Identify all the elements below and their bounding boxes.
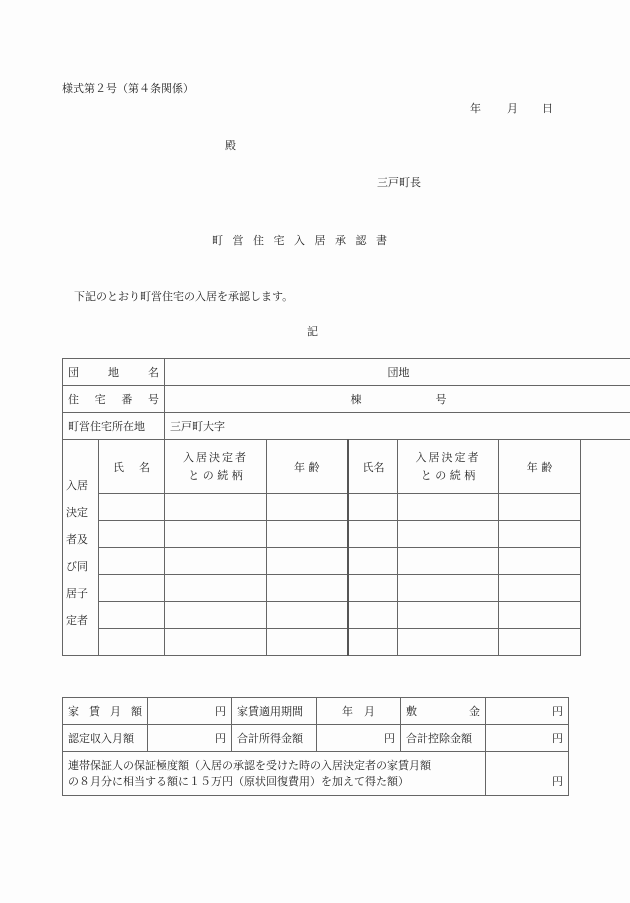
- date-year-label: 年: [470, 102, 481, 115]
- occupant-row: [63, 494, 630, 521]
- ki-label: 記: [307, 325, 318, 338]
- occupant-relation-field[interactable]: [165, 602, 267, 629]
- guarantee-limit-field[interactable]: 円: [486, 752, 569, 796]
- guarantee-row: [63, 752, 569, 796]
- certified-income-field[interactable]: 円: [148, 725, 232, 752]
- occupant-relation-field[interactable]: [165, 521, 267, 548]
- occupants-side-label: 入居 決定 者及 び同 居子 定者: [63, 440, 99, 656]
- deposit-field[interactable]: 円: [486, 698, 569, 725]
- rent-period-field[interactable]: 年 月: [317, 698, 401, 725]
- occupant-name-field[interactable]: [348, 575, 398, 602]
- occupant-relation-field[interactable]: [398, 629, 499, 656]
- rent-row: [63, 698, 569, 725]
- address-row: [63, 413, 630, 440]
- document-title: 町 営 住 宅 入 居 承 認 書: [212, 234, 390, 247]
- housing-number-row: [63, 386, 630, 413]
- housing-number-field[interactable]: [165, 386, 630, 413]
- occupant-relation-field[interactable]: [398, 575, 499, 602]
- age-header-left: 年 齢: [267, 440, 348, 494]
- occupant-name-field[interactable]: [99, 629, 165, 656]
- occupant-name-field[interactable]: [99, 494, 165, 521]
- occupant-age-field[interactable]: [499, 575, 581, 602]
- guarantee-limit-label: 連帯保証人の保証極度額（入居の承認を受けた時の入居決定者の家賃月額 の８月分に相当する額に１５万円（原状回復費用）を加えて得た額）: [63, 752, 486, 796]
- occupant-name-field[interactable]: [99, 548, 165, 575]
- occupant-relation-field[interactable]: [165, 575, 267, 602]
- name-header-left: 氏 名: [99, 440, 165, 494]
- occupant-relation-field[interactable]: [165, 629, 267, 656]
- occupant-relation-field[interactable]: [165, 494, 267, 521]
- occupant-row: [63, 575, 630, 602]
- occupant-name-field[interactable]: [99, 521, 165, 548]
- occupant-age-field[interactable]: [499, 521, 581, 548]
- address-field[interactable]: 三戸町大字: [165, 413, 630, 440]
- occupant-age-field[interactable]: [267, 494, 348, 521]
- occupant-age-field[interactable]: [267, 521, 348, 548]
- occupant-age-field[interactable]: [499, 602, 581, 629]
- room-number-unit-label: 号: [435, 393, 447, 406]
- form-number: 様式第２号（第４条関係）: [62, 82, 194, 95]
- monthly-rent-label: 家 賃 月 額: [63, 698, 148, 725]
- housing-number-label: 住 宅 番 号: [63, 386, 165, 413]
- total-deduction-label: 合計控除金額: [401, 725, 486, 752]
- certified-income-label: 認定収入月額: [63, 725, 148, 752]
- rent-info-table: [62, 697, 569, 796]
- occupant-age-field[interactable]: [499, 548, 581, 575]
- total-deduction-field[interactable]: 円: [486, 725, 569, 752]
- occupant-relation-field[interactable]: [398, 548, 499, 575]
- occupant-age-field[interactable]: [499, 629, 581, 656]
- occupant-relation-field[interactable]: [165, 548, 267, 575]
- occupant-name-field[interactable]: [348, 521, 398, 548]
- occupant-age-field[interactable]: [267, 629, 348, 656]
- total-income-label: 合計所得金額: [232, 725, 317, 752]
- age-header-right: 年 齢: [499, 440, 581, 494]
- occupant-name-field[interactable]: [348, 548, 398, 575]
- occupant-age-field[interactable]: [499, 494, 581, 521]
- monthly-rent-field[interactable]: 円: [148, 698, 232, 725]
- occupant-row: [63, 548, 630, 575]
- relation-header-right: 入居決定者 と の 続 柄: [398, 440, 499, 494]
- complex-name-label: 団 地 名: [63, 359, 165, 386]
- date-month-label: 月: [507, 102, 518, 115]
- occupant-row: [63, 629, 630, 656]
- deposit-label: 敷 金: [401, 698, 486, 725]
- occupant-name-field[interactable]: [348, 494, 398, 521]
- date-day-label: 日: [542, 102, 553, 115]
- occupant-relation-field[interactable]: [398, 521, 499, 548]
- total-income-field[interactable]: 円: [317, 725, 401, 752]
- occupant-age-field[interactable]: [267, 575, 348, 602]
- occupant-name-field[interactable]: [99, 575, 165, 602]
- address-label: 町営住宅所在地: [63, 413, 165, 440]
- issuer-name: 三戸町長: [377, 176, 421, 189]
- occupant-row: [63, 521, 630, 548]
- relation-header-left: 入居決定者 と の 続 柄: [165, 440, 267, 494]
- occupant-age-field[interactable]: [267, 602, 348, 629]
- income-row: [63, 725, 569, 752]
- housing-info-table: [62, 358, 630, 656]
- occupant-row: [63, 602, 630, 629]
- occupant-name-field[interactable]: [348, 602, 398, 629]
- addressee-suffix: 殿: [225, 139, 236, 152]
- occupant-header-row: [63, 440, 630, 494]
- body-text: 下記のとおり町営住宅の入居を承認します。: [74, 290, 294, 303]
- occupant-age-field[interactable]: [267, 548, 348, 575]
- rent-period-label: 家賃適用期間: [232, 698, 317, 725]
- occupant-name-field[interactable]: [99, 602, 165, 629]
- occupant-name-field[interactable]: [348, 629, 398, 656]
- building-unit-label: 棟: [350, 393, 362, 406]
- occupant-relation-field[interactable]: [398, 602, 499, 629]
- complex-name-row: [63, 359, 630, 386]
- complex-name-field[interactable]: 団地: [165, 359, 630, 386]
- occupant-relation-field[interactable]: [398, 494, 499, 521]
- name-header-right: 氏 名: [348, 440, 398, 494]
